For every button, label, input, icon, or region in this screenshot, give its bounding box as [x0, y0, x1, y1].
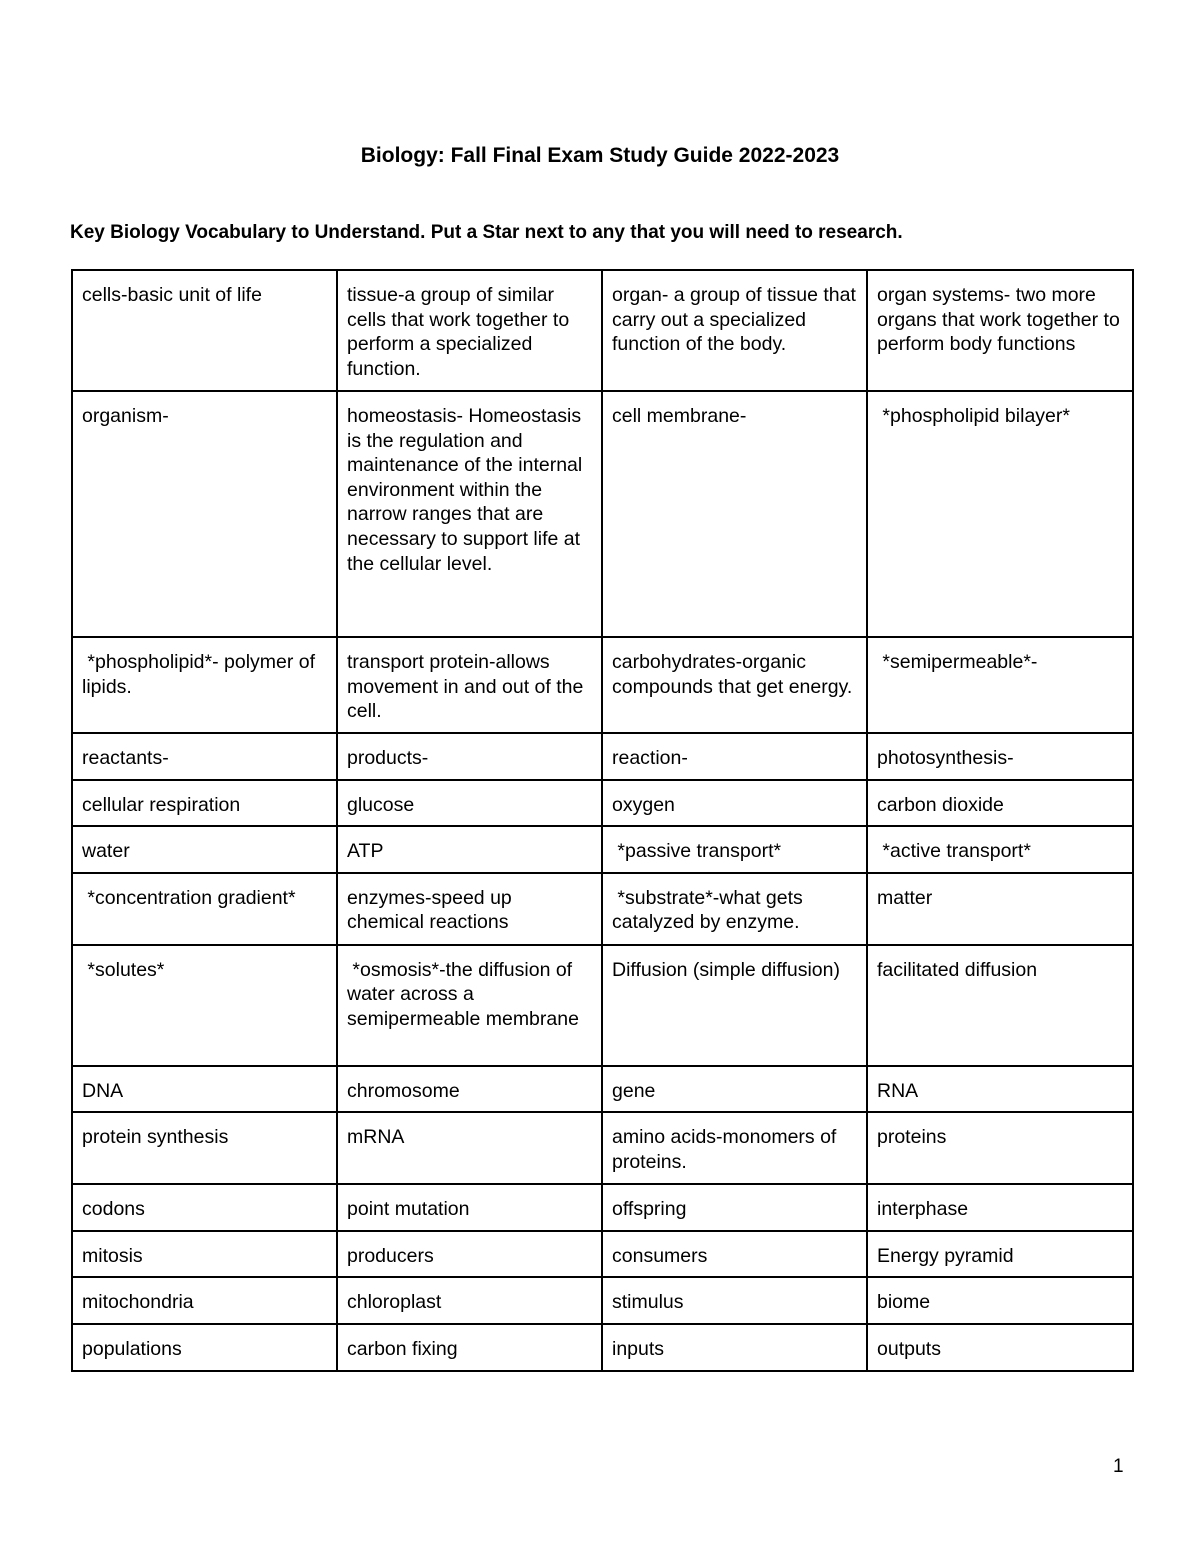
table-row [72, 733, 1133, 780]
vocab-cell: organ- a group of tissue that carry out a specialized function of the body. [602, 270, 867, 391]
vocab-cell: water [72, 826, 337, 873]
vocab-cell: producers [337, 1231, 602, 1278]
vocab-cell: photosynthesis- [867, 733, 1133, 780]
vocab-cell: DNA [72, 1066, 337, 1113]
vocab-cell: organism- [72, 391, 337, 637]
vocab-cell: *passive transport* [602, 826, 867, 873]
vocab-cell: facilitated diffusion [867, 945, 1133, 1066]
table-row [72, 826, 1133, 873]
vocab-cell: *phospholipid bilayer* [867, 391, 1133, 637]
vocab-cell: carbohydrates-organic compounds that get energy. [602, 637, 867, 733]
vocab-cell: organ systems- two more organs that work together to perform body functions [867, 270, 1133, 391]
vocab-cell: *osmosis*-the diffusion of water across a semipermeable membrane [337, 945, 602, 1066]
instructions-subtitle: Key Biology Vocabulary to Understand. Put a Star next to any that you will need to research. [70, 222, 903, 243]
vocab-cell: glucose [337, 780, 602, 827]
vocab-cell: enzymes-speed up chemical reactions [337, 873, 602, 945]
vocab-cell: chloroplast [337, 1277, 602, 1324]
table-row [72, 945, 1133, 1066]
table-row [72, 1231, 1133, 1278]
vocab-cell: ATP [337, 826, 602, 873]
table-row [72, 637, 1133, 733]
vocab-cell: *active transport* [867, 826, 1133, 873]
vocab-cell: outputs [867, 1324, 1133, 1371]
vocab-cell: Diffusion (simple diffusion) [602, 945, 867, 1066]
table-row [72, 1112, 1133, 1183]
vocab-cell: *semipermeable*- [867, 637, 1133, 733]
vocab-cell: cell membrane- [602, 391, 867, 637]
vocab-cell: tissue-a group of similar cells that work together to perform a specialized function. [337, 270, 602, 391]
table-row [72, 1324, 1133, 1371]
vocab-cell: cells-basic unit of life [72, 270, 337, 391]
vocab-cell: inputs [602, 1324, 867, 1371]
vocab-cell: consumers [602, 1231, 867, 1278]
vocab-cell: gene [602, 1066, 867, 1113]
table-row [72, 391, 1133, 637]
vocab-cell: RNA [867, 1066, 1133, 1113]
vocab-cell: biome [867, 1277, 1133, 1324]
vocab-cell: homeostasis- Homeostasis is the regulation and maintenance of the internal environment within the narrow ranges that are necessary to support life at the cellular level. [337, 391, 602, 637]
page-title: Biology: Fall Final Exam Study Guide 2022-2023 [360, 144, 840, 167]
vocab-cell: matter [867, 873, 1133, 945]
vocab-cell: carbon fixing [337, 1324, 602, 1371]
vocab-cell: chromosome [337, 1066, 602, 1113]
vocab-cell: amino acids-monomers of proteins. [602, 1112, 867, 1183]
vocab-cell: carbon dioxide [867, 780, 1133, 827]
table-row [72, 1277, 1133, 1324]
vocabulary-table-body [72, 270, 1133, 1371]
vocab-cell: reaction- [602, 733, 867, 780]
vocab-cell: offspring [602, 1184, 867, 1231]
vocab-cell: *phospholipid*- polymer of lipids. [72, 637, 337, 733]
vocab-cell: products- [337, 733, 602, 780]
vocab-cell: *substrate*-what gets catalyzed by enzyme. [602, 873, 867, 945]
vocab-cell: populations [72, 1324, 337, 1371]
page-number: 1 [1113, 1456, 1124, 1477]
table-row [72, 780, 1133, 827]
table-row [72, 270, 1133, 391]
vocabulary-table [71, 269, 1134, 1372]
table-row [72, 873, 1133, 945]
vocab-cell: mitosis [72, 1231, 337, 1278]
vocab-cell: cellular respiration [72, 780, 337, 827]
vocab-cell: stimulus [602, 1277, 867, 1324]
vocab-cell: point mutation [337, 1184, 602, 1231]
table-row [72, 1066, 1133, 1113]
table-row [72, 1184, 1133, 1231]
vocab-cell: mRNA [337, 1112, 602, 1183]
vocab-cell: protein synthesis [72, 1112, 337, 1183]
vocab-cell: codons [72, 1184, 337, 1231]
vocab-cell: oxygen [602, 780, 867, 827]
vocab-cell: reactants- [72, 733, 337, 780]
vocab-cell: *solutes* [72, 945, 337, 1066]
vocab-cell: *concentration gradient* [72, 873, 337, 945]
vocab-cell: proteins [867, 1112, 1133, 1183]
vocab-cell: interphase [867, 1184, 1133, 1231]
vocab-cell: transport protein-allows movement in and out of the cell. [337, 637, 602, 733]
vocab-cell: mitochondria [72, 1277, 337, 1324]
vocab-cell: Energy pyramid [867, 1231, 1133, 1278]
